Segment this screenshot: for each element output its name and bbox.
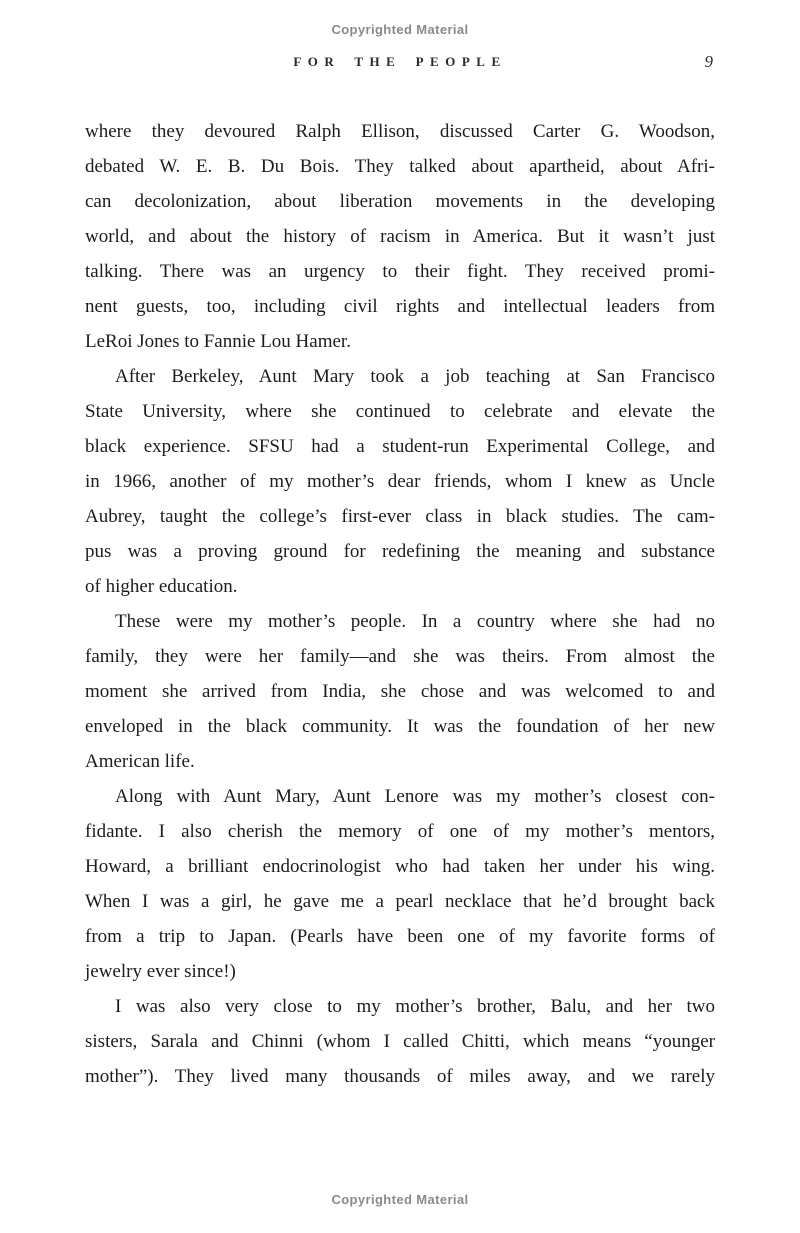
paragraph [85,779,715,989]
text-line: enveloped in the black community. It was the foundation of her new [85,716,715,737]
text-line: of higher education. [85,576,238,597]
paragraph [85,114,715,359]
text-line: I was also very close to my mother’s brother, Balu, and her two [115,996,715,1017]
text-line: sisters, Sarala and Chinni (whom I called Chitti, which means “younger [85,1031,715,1052]
text-line: where they devoured Ralph Ellison, discussed Carter G. Woodson, [85,121,715,142]
text-line: mother”). They lived many thousands of miles away, and we rarely [85,1066,715,1087]
page-number: 9 [704,52,713,71]
text-line: Howard, a brilliant endocrinologist who had taken her under his wing. [85,856,715,877]
text-line: After Berkeley, Aunt Mary took a job teaching at San Francisco [115,366,715,387]
text-line: nent guests, too, including civil rights and intellectual leaders from [85,296,715,317]
text-line: world, and about the history of racism in America. But it wasn’t just [85,226,715,247]
text-line: moment she arrived from India, she chose and was welcomed to and [85,681,715,702]
text-line: American life. [85,751,195,772]
paragraph [85,604,715,779]
text-line: black experience. SFSU had a student-run Experimental College, and [85,436,715,457]
paragraph [85,989,715,1094]
text-line: When I was a girl, he gave me a pearl necklace that he’d brought back [85,891,715,912]
text-line: These were my mother’s people. In a country where she had no [115,611,715,632]
bottom-copyright-notice: Copyrighted Material [331,1192,469,1207]
text-line: LeRoi Jones to Fannie Lou Hamer. [85,331,351,352]
text-line: from a trip to Japan. (Pearls have been one of my favorite forms of [85,926,715,947]
text-line: Along with Aunt Mary, Aunt Lenore was my mother’s closest con- [115,786,715,807]
text-line: jewelry ever since!) [85,961,236,982]
text-line: talking. There was an urgency to their fight. They received promi- [85,261,715,282]
text-line: fidante. I also cherish the memory of one of my mother’s mentors, [85,821,715,842]
top-copyright-notice: Copyrighted Material [331,22,469,37]
page-body [85,114,715,1094]
text-line: Aubrey, taught the college’s first-ever class in black studies. The cam- [85,506,715,527]
text-line: State University, where she continued to celebrate and elevate the [85,401,715,422]
running-header-row [85,52,715,74]
text-line: in 1966, another of my mother’s dear friends, whom I knew as Uncle [85,471,715,492]
text-line: debated W. E. B. Du Bois. They talked about apartheid, about Afri- [85,156,715,177]
text-line: family, they were her family—and she was theirs. From almost the [85,646,715,667]
running-header: FOR THE PEOPLE [293,54,507,69]
paragraph [85,359,715,604]
text-line: pus was a proving ground for redefining the meaning and substance [85,541,715,562]
text-line: can decolonization, about liberation movements in the developing [85,191,715,212]
